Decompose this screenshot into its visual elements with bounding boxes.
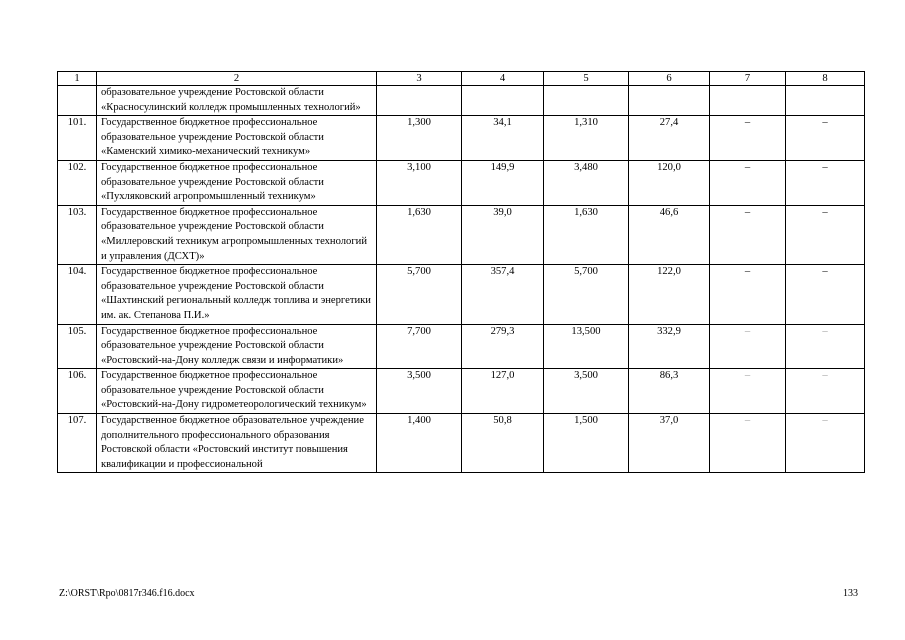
value-col-7: –	[710, 414, 786, 473]
column-header-4: 4	[462, 72, 544, 86]
value-col-4: 149,9	[462, 160, 544, 205]
institution-name: Государственное бюджетное профессиональное образовательное учреждение Ростовской области «Каменский химико-механический техникум»	[97, 116, 377, 161]
page-number: 133	[843, 588, 858, 599]
value-col-8: –	[786, 414, 865, 473]
value-col-4: 127,0	[462, 369, 544, 414]
value-col-6: 46,6	[629, 205, 710, 264]
value-col-5: 3,480	[544, 160, 629, 205]
value-col-4: 39,0	[462, 205, 544, 264]
value-col-3	[377, 86, 462, 116]
value-col-8: –	[786, 265, 865, 324]
budget-table	[57, 71, 865, 473]
value-col-7: –	[710, 369, 786, 414]
file-path: Z:\ORST\Rpo\0817r346.f16.docx	[59, 588, 195, 599]
institution-name: Государственное бюджетное образовательное учреждение дополнительного профессионального образования Ростовской области «Ростовский институт повышения квалификации и профессиональной	[97, 414, 377, 473]
value-col-8: –	[786, 369, 865, 414]
column-header-7: 7	[710, 72, 786, 86]
value-col-8: –	[786, 324, 865, 369]
value-col-6: 332,9	[629, 324, 710, 369]
value-col-5: 3,500	[544, 369, 629, 414]
value-col-6: 37,0	[629, 414, 710, 473]
table-row	[58, 160, 865, 205]
table-row	[58, 205, 865, 264]
value-col-7: –	[710, 324, 786, 369]
value-col-8: –	[786, 160, 865, 205]
value-col-5	[544, 86, 629, 116]
institution-name: Государственное бюджетное профессиональное образовательное учреждение Ростовской области «Пухляковский агропромышленный техникум»	[97, 160, 377, 205]
institution-name: Государственное бюджетное профессиональное образовательное учреждение Ростовской области «Шахтинский региональный колледж топлива и энергетики им. ак. Степанова П.И.»	[97, 265, 377, 324]
column-header-2: 2	[97, 72, 377, 86]
column-header-6: 6	[629, 72, 710, 86]
value-col-3: 5,700	[377, 265, 462, 324]
institution-name: Государственное бюджетное профессиональное образовательное учреждение Ростовской области «Миллеровский техникум агропромышленных технологий и управления (ДСХТ)»	[97, 205, 377, 264]
value-col-5: 1,500	[544, 414, 629, 473]
row-number: 102.	[58, 160, 97, 205]
value-col-7: –	[710, 160, 786, 205]
value-col-6: 122,0	[629, 265, 710, 324]
value-col-6: 27,4	[629, 116, 710, 161]
value-col-5: 1,630	[544, 205, 629, 264]
value-col-3: 3,100	[377, 160, 462, 205]
table-row	[58, 414, 865, 473]
value-col-3: 1,630	[377, 205, 462, 264]
table-row	[58, 116, 865, 161]
row-number: 106.	[58, 369, 97, 414]
row-number: 107.	[58, 414, 97, 473]
table-header-row	[58, 72, 865, 86]
row-number	[58, 86, 97, 116]
row-number: 104.	[58, 265, 97, 324]
value-col-8: –	[786, 205, 865, 264]
value-col-6	[629, 86, 710, 116]
value-col-3: 1,300	[377, 116, 462, 161]
value-col-5: 1,310	[544, 116, 629, 161]
value-col-6: 86,3	[629, 369, 710, 414]
value-col-7: –	[710, 116, 786, 161]
value-col-3: 7,700	[377, 324, 462, 369]
column-header-3: 3	[377, 72, 462, 86]
row-number: 105.	[58, 324, 97, 369]
column-header-1: 1	[58, 72, 97, 86]
institution-name: образовательное учреждение Ростовской области «Красносулинский колледж промышленных технологий»	[97, 86, 377, 116]
row-number: 103.	[58, 205, 97, 264]
value-col-4: 50,8	[462, 414, 544, 473]
value-col-4: 34,1	[462, 116, 544, 161]
value-col-8	[786, 86, 865, 116]
value-col-5: 5,700	[544, 265, 629, 324]
column-header-8: 8	[786, 72, 865, 86]
row-number: 101.	[58, 116, 97, 161]
value-col-8: –	[786, 116, 865, 161]
value-col-5: 13,500	[544, 324, 629, 369]
table-row	[58, 265, 865, 324]
institution-name: Государственное бюджетное профессиональное образовательное учреждение Ростовской области «Ростовский-на-Дону колледж связи и информатики»	[97, 324, 377, 369]
value-col-7: –	[710, 265, 786, 324]
table-row	[58, 86, 865, 116]
value-col-4: 357,4	[462, 265, 544, 324]
value-col-7	[710, 86, 786, 116]
value-col-3: 3,500	[377, 369, 462, 414]
value-col-4	[462, 86, 544, 116]
value-col-3: 1,400	[377, 414, 462, 473]
table-row	[58, 369, 865, 414]
value-col-7: –	[710, 205, 786, 264]
table-row	[58, 324, 865, 369]
value-col-4: 279,3	[462, 324, 544, 369]
institution-name: Государственное бюджетное профессиональное образовательное учреждение Ростовской области «Ростовский-на-Дону гидрометеорологический техникум»	[97, 369, 377, 414]
value-col-6: 120,0	[629, 160, 710, 205]
column-header-5: 5	[544, 72, 629, 86]
